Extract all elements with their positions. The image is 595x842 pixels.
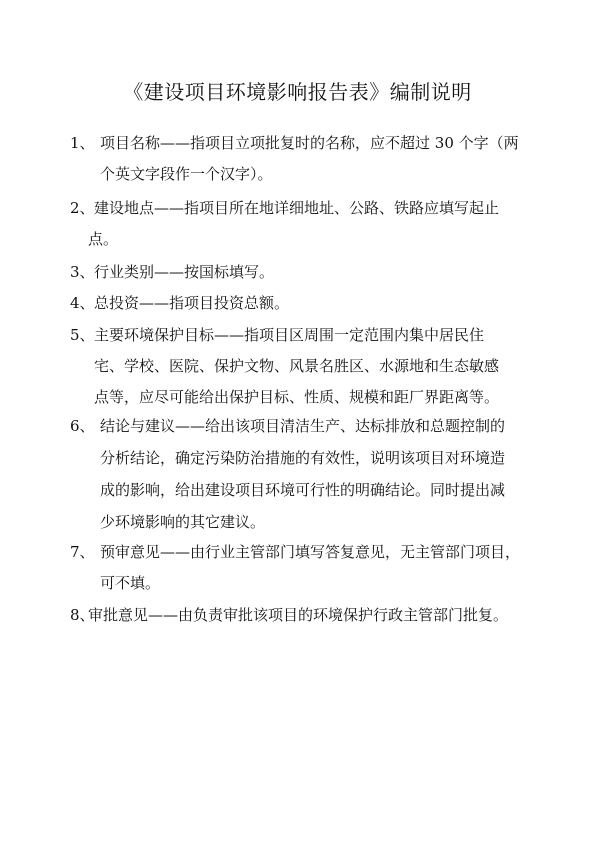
item-number: 5、	[70, 326, 95, 344]
item-number: 1、	[70, 134, 95, 152]
item-number: 3、	[70, 263, 95, 281]
item-text-line: 个英文字段作一个汉字）。	[100, 165, 273, 183]
item-text-line: 预审意见——由行业主管部门填写答复意见，无主管部门项目，	[100, 543, 521, 561]
item-number: 4、	[70, 294, 95, 312]
item-text-line: 点等，应尽可能给出保护目标、性质、规模和距厂界距离等。	[94, 388, 500, 406]
item-number: 7、	[70, 543, 95, 561]
item-text-line: 可不填。	[100, 574, 161, 592]
item-text-line: 行业类别——按国标填写。	[94, 263, 275, 281]
item-text-line: 宅、学校、医院、保护文物、风景名胜区、水源地和生态敏感	[94, 357, 500, 375]
item-text-line: 建设地点——指项目所在地详细地址、公路、铁路应填写起止	[94, 199, 500, 217]
item-number: 2、	[70, 199, 95, 217]
document-title: 《建设项目环境影响报告表》编制说明	[123, 80, 472, 104]
item-text-line: 分析结论，确定污染防治措施的有效性，说明该项目对环境造	[100, 449, 506, 467]
item-text-line: 审批意见——由负责审批该项目的环境保护行政主管部门批复。	[88, 606, 509, 624]
item-text-line: 主要环境保护目标——指项目区周围一定范围内集中居民住	[94, 326, 485, 344]
item-text-line: 点。	[88, 230, 119, 248]
item-text-line: 成的影响，给出建设项目环境可行性的明确结论。同时提出减	[100, 481, 506, 499]
item-number: 8、	[70, 606, 95, 624]
item-text-line: 项目名称——指项目立项批复时的名称，应不超过 30 个字（两	[100, 134, 519, 152]
item-text-line: 总投资——指项目投资总额。	[94, 294, 290, 312]
item-text-line: 少环境影响的其它建议。	[100, 513, 266, 531]
item-text-line: 结论与建议——给出该项目清洁生产、达标排放和总题控制的	[100, 417, 506, 435]
item-number: 6、	[70, 417, 95, 435]
